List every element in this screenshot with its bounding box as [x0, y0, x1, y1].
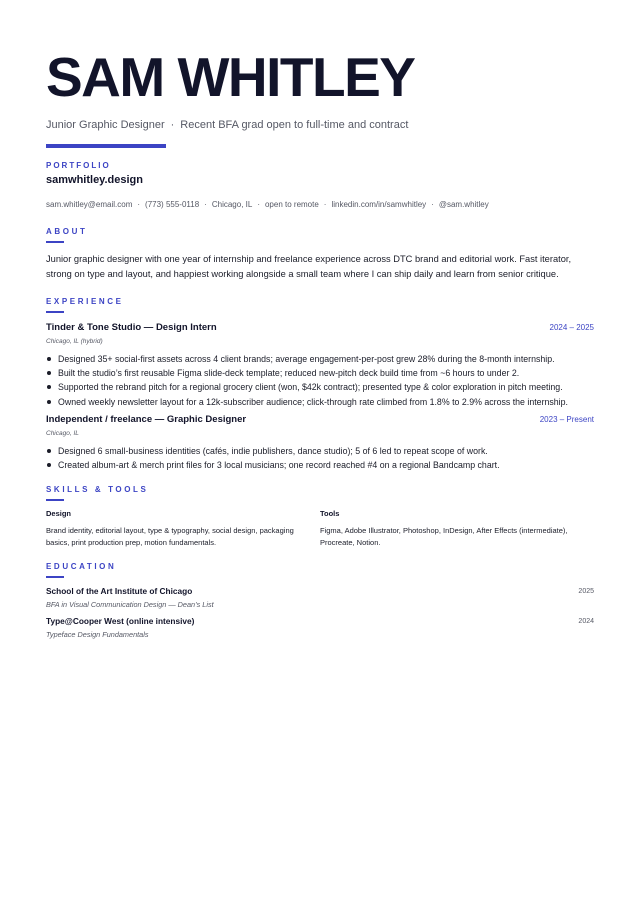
job-title: Independent / freelance — Graphic Designer [46, 413, 247, 425]
education-year: 2024 [578, 618, 594, 626]
contact-email[interactable]: sam.whitley@email.com [46, 200, 133, 209]
about-heading: ABOUT [46, 227, 88, 236]
experience-heading: EXPERIENCE [46, 297, 124, 306]
contact-separator: · [431, 200, 434, 209]
section-rule [46, 576, 64, 578]
contact-line [46, 200, 594, 210]
about-text: Junior graphic designer with one year of internship and freelance experience across DTC brand and editorial work. Fast iterator, strong on type and layout, and happiest working alongside a small team where I can ship daily and learn from senior critique. [46, 254, 572, 279]
job-bullet: Owned weekly newsletter layout for a 12k-subscriber audience; click-through rate climbed from 1.8% to 2.9% across the internship. [46, 395, 596, 409]
education-heading: EDUCATION [46, 562, 117, 572]
job-entry [46, 414, 594, 472]
tagline-summary: Recent BFA grad open to full-time and contract [180, 119, 409, 131]
job-location: Chicago, IL (hybrid) [46, 338, 103, 345]
skills-design-heading: Design [46, 509, 72, 519]
skills-heading: SKILLS & TOOLS [46, 485, 149, 495]
contact-separator: · [257, 200, 260, 209]
job-entry [46, 322, 594, 409]
job-bullets [46, 444, 596, 472]
section-rule [46, 241, 64, 243]
contact-linkedin[interactable]: linkedin.com/in/samwhitley [331, 200, 427, 209]
job-bullet: Supported the rebrand pitch for a regional grocery client (won, $42k contract); presented type & color exploration in pitch meeting. [46, 380, 596, 394]
job-location: Chicago, IL [46, 429, 79, 437]
contact-separator: · [204, 200, 207, 209]
job-bullet: Created album-art & merch print files for 3 local musicians; one record reached #4 on a regional Bandcamp chart. [46, 458, 596, 472]
skills-tools-heading: Tools [320, 509, 340, 519]
section-rule [46, 311, 64, 313]
tagline [46, 118, 594, 132]
job-bullet: Built the studio’s first reusable Figma slide-deck template; reduced new-pitch deck build time from ~6 hours to under 2. [46, 366, 596, 380]
job-title: Tinder & Tone Studio — Design Intern [46, 322, 217, 333]
contact-phone[interactable]: (773) 555-0118 [145, 200, 200, 209]
contact-location: Chicago, IL [211, 200, 253, 209]
skills-grid [46, 509, 594, 548]
education-school: School of the Art Institute of Chicago [46, 586, 193, 597]
job-dates: 2023 – Present [539, 414, 594, 424]
accent-bar [46, 144, 166, 148]
contact-separator: · [323, 200, 327, 209]
contact-remote: open to remote [264, 200, 319, 209]
education-entry [46, 586, 594, 610]
education-school: Type@Cooper West (online intensive) [46, 616, 195, 627]
candidate-name: SAM WHITLEY [46, 46, 415, 108]
skills-design-text: Brand identity, editorial layout, type & typography, social design, packaging basics, print production prep, motion fundamentals. [46, 526, 294, 547]
job-dates: 2024 – 2025 [549, 323, 594, 332]
skills-tools-column [320, 509, 594, 548]
job-bullet: Designed 6 small-business identities (cafés, indie publishers, dance studio); 5 of 6 led to repeat scope of work. [46, 444, 596, 458]
contact-separator: · [137, 200, 141, 209]
tagline-separator: · [170, 119, 175, 131]
job-bullets [46, 352, 596, 409]
job-bullet: Designed 35+ social-first assets across 4 client brands; average engagement-per-post grew 28% during the 8-month internship. [46, 352, 596, 366]
portfolio-label: PORTFOLIO [46, 161, 111, 170]
education-entry [46, 616, 594, 640]
section-rule [46, 499, 64, 501]
education-degree: Typeface Design Fundamentals [46, 630, 149, 640]
portfolio-link[interactable]: samwhitley.design [46, 174, 143, 186]
education-degree: BFA in Visual Communication Design — Dean’s List [46, 600, 214, 610]
skills-tools-text: Figma, Adobe Illustrator, Photoshop, InDesign, After Effects (intermediate), Procreate, Notion. [320, 526, 568, 547]
contact-handle[interactable]: @sam.whitley [438, 200, 489, 209]
skills-design-column [46, 509, 316, 548]
education-year: 2025 [578, 588, 594, 596]
job-role: Junior Graphic Designer [46, 119, 165, 131]
